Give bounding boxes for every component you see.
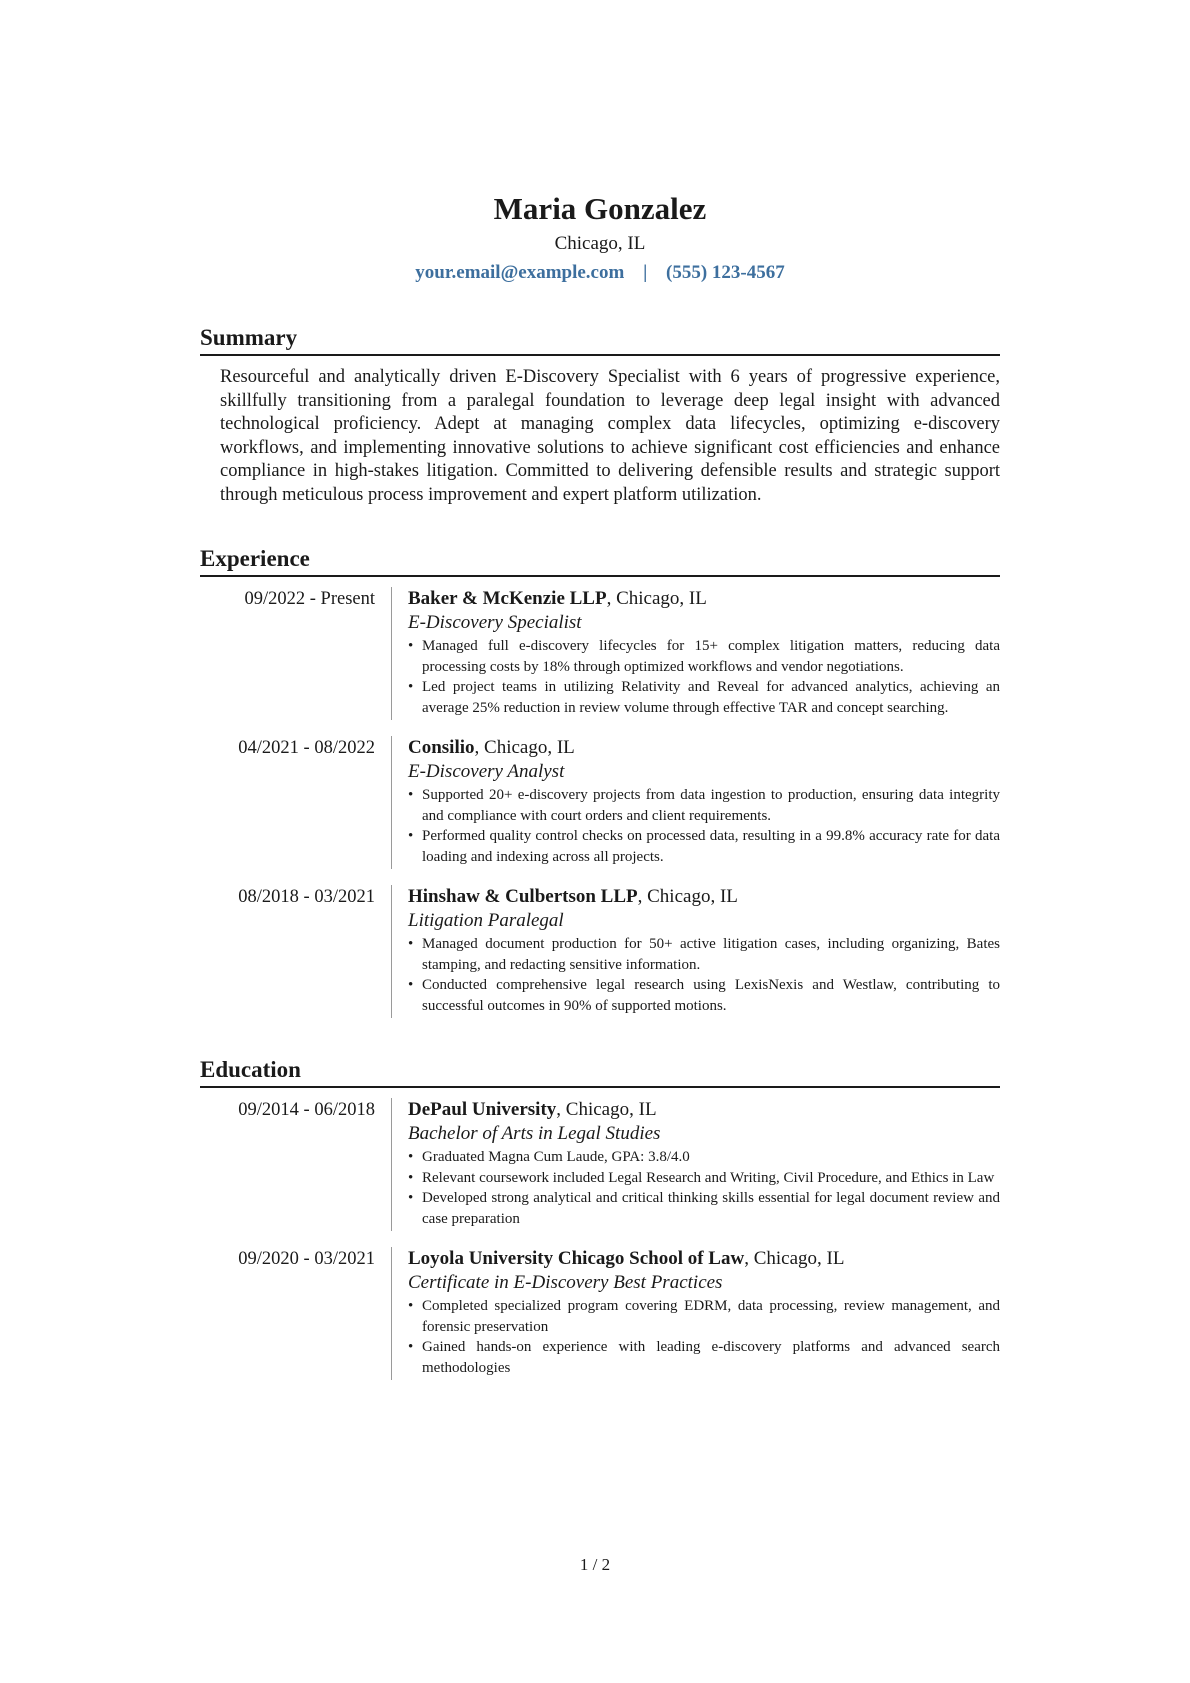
- experience-entries: [200, 587, 1000, 1018]
- entry-date: 09/2014 - 06/2018: [238, 1100, 375, 1120]
- bullet-dot-icon: •: [408, 787, 414, 803]
- bullet-item: [408, 826, 1000, 867]
- entry-role: Certificate in E-Discovery Best Practices: [408, 1272, 723, 1293]
- bullet-dot-icon: •: [408, 936, 414, 952]
- bullet-text: Graduated Magna Cum Laude, GPA: 3.8/4.0: [422, 1149, 690, 1165]
- bullet-dot-icon: •: [408, 977, 414, 993]
- bullet-dot-icon: •: [408, 828, 414, 844]
- bullet-item: [408, 1188, 1000, 1229]
- resume-page: [200, 190, 1000, 1380]
- entry-bullets: [408, 785, 1000, 867]
- entry-organization: Consilio: [408, 737, 475, 758]
- candidate-name: Maria Gonzalez: [493, 191, 707, 226]
- bullet-item: [408, 1337, 1000, 1378]
- section-title-summary: Summary: [200, 324, 1000, 356]
- entry-bullets: [408, 1147, 1000, 1229]
- bullet-text: Performed quality control checks on processed data, resulting in a 99.8% accuracy rate for data loading and indexing across all projects.: [422, 828, 1000, 865]
- entry-date: 09/2022 - Present: [244, 589, 375, 609]
- email-link[interactable]: your.email@example.com: [415, 262, 625, 283]
- entry-role: Litigation Paralegal: [408, 910, 564, 931]
- bullet-dot-icon: •: [408, 1298, 414, 1314]
- entry-bullets: [408, 636, 1000, 718]
- bullet-item: [408, 1147, 1000, 1168]
- entry-body: [391, 587, 1000, 720]
- entry-body: [391, 1247, 1000, 1380]
- entry-location: , Chicago, IL: [744, 1248, 845, 1269]
- page-number: 1 / 2: [579, 1555, 611, 1574]
- education-entry: [200, 1247, 1000, 1380]
- resume-header: [200, 190, 1000, 286]
- bullet-item: [408, 934, 1000, 975]
- entry-location: , Chicago, IL: [474, 737, 575, 758]
- education-entries: [200, 1098, 1000, 1380]
- bullet-item: [408, 1296, 1000, 1337]
- experience-entry: [200, 587, 1000, 720]
- entry-body: [391, 885, 1000, 1018]
- entry-body: [391, 736, 1000, 869]
- entry-organization: Loyola University Chicago School of Law: [408, 1248, 745, 1269]
- bullet-text: Led project teams in utilizing Relativity and Reveal for advanced analytics, achieving an average 25% reduction in review volume through effective TAR and concept searching.: [422, 679, 1000, 716]
- experience-entry: [200, 736, 1000, 869]
- entry-title-line: [408, 1247, 1000, 1271]
- bullet-item: [408, 975, 1000, 1016]
- entry-location: , Chicago, IL: [637, 886, 738, 907]
- bullet-item: [408, 785, 1000, 826]
- experience-entry: [200, 885, 1000, 1018]
- entry-bullets: [408, 934, 1000, 1016]
- entry-body: [391, 1098, 1000, 1231]
- candidate-location: Chicago, IL: [554, 233, 646, 254]
- contact-line: [200, 260, 1000, 286]
- entry-title-line: [408, 1098, 1000, 1122]
- entry-title-line: [408, 885, 1000, 909]
- entry-date: 08/2018 - 03/2021: [238, 887, 375, 907]
- entry-date: 04/2021 - 08/2022: [238, 738, 375, 758]
- entry-title-line: [408, 587, 1000, 611]
- bullet-item: [408, 1168, 1000, 1189]
- summary-text: Resourceful and analytically driven E-Discovery Specialist with 6 years of progressive experience, skillfully transitioning from a paralegal foundation to leverage deep legal insight with advanced technological proficiency. Adept at managing complex data lifecycles, optimizing e-discovery workflows, and implementing innovative solutions to achieve significant cost efficiencies and enhance compliance in high-stakes litigation. Committed to delivering defensible results and strategic support through meticulous process improvement and expert platform utilization.: [220, 367, 1000, 505]
- bullet-text: Managed document production for 50+ active litigation cases, including organizing, Bates stamping, and redacting sensitive information.: [422, 936, 1000, 973]
- bullet-text: Completed specialized program covering EDRM, data processing, review management, and forensic preservation: [422, 1298, 1000, 1335]
- bullet-text: Conducted comprehensive legal research using LexisNexis and Westlaw, contributing to successful outcomes in 90% of supported motions.: [422, 977, 1000, 1014]
- bullet-text: Relevant coursework included Legal Research and Writing, Civil Procedure, and Ethics in Law: [422, 1169, 995, 1186]
- entry-location: , Chicago, IL: [606, 588, 707, 609]
- bullet-text: Gained hands-on experience with leading e-discovery platforms and advanced search methodologies: [422, 1339, 1000, 1376]
- bullet-dot-icon: •: [408, 679, 414, 695]
- section-title-education: Education: [200, 1056, 1000, 1088]
- entry-role: E-Discovery Specialist: [408, 612, 582, 633]
- bullet-dot-icon: •: [408, 1190, 414, 1206]
- entry-date: 09/2020 - 03/2021: [238, 1249, 375, 1269]
- entry-title-line: [408, 736, 1000, 760]
- bullet-text: Developed strong analytical and critical thinking skills essential for legal document review and case preparation: [422, 1190, 1000, 1227]
- entry-organization: Baker & McKenzie LLP: [408, 588, 607, 609]
- entry-organization: DePaul University: [408, 1099, 557, 1120]
- entry-organization: Hinshaw & Culbertson LLP: [408, 886, 638, 907]
- contact-separator: |: [643, 262, 648, 283]
- summary-section: [200, 324, 1000, 507]
- education-section: [200, 1056, 1000, 1380]
- bullet-text: Managed full e-discovery lifecycles for 15+ complex litigation matters, reducing data processing costs by 18% through optimized workflows and vendor negotiations.: [422, 638, 1000, 675]
- bullet-dot-icon: •: [408, 1339, 414, 1355]
- bullet-item: [408, 636, 1000, 677]
- entry-role: Bachelor of Arts in Legal Studies: [408, 1123, 661, 1144]
- bullet-dot-icon: •: [408, 1169, 414, 1186]
- education-entry: [200, 1098, 1000, 1231]
- experience-section: [200, 545, 1000, 1018]
- bullet-dot-icon: •: [408, 638, 414, 654]
- entry-bullets: [408, 1296, 1000, 1378]
- bullet-item: [408, 677, 1000, 718]
- bullet-text: Supported 20+ e-discovery projects from data ingestion to production, ensuring data integrity and compliance with court orders and client requirements.: [422, 787, 1000, 824]
- section-title-experience: Experience: [200, 545, 1000, 577]
- phone-link[interactable]: (555) 123-4567: [666, 262, 785, 283]
- bullet-dot-icon: •: [408, 1149, 414, 1165]
- entry-location: , Chicago, IL: [556, 1099, 657, 1120]
- entry-role: E-Discovery Analyst: [408, 761, 565, 782]
